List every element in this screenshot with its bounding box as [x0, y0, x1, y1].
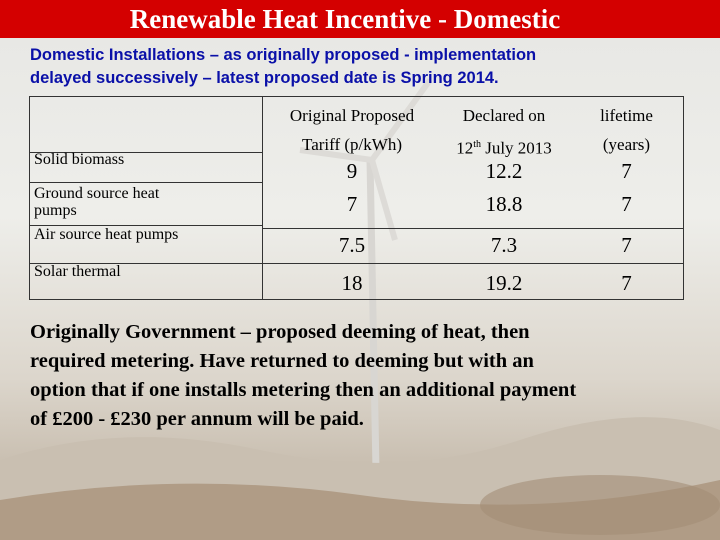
table-cell: 7.3	[490, 233, 518, 257]
table-divider	[262, 263, 683, 264]
body-line-2: required metering. Have returned to deeming but with an	[30, 350, 534, 372]
subtitle-line-2: delayed successively – latest proposed date is Spring 2014.	[30, 69, 499, 87]
table-cell: 18	[341, 271, 363, 295]
table-cell: 7	[346, 192, 358, 216]
row-label-solid-biomass: Solid biomass	[34, 151, 125, 168]
row-label-air-source: Air source heat pumps	[34, 226, 179, 243]
table-divider	[262, 228, 683, 229]
body-paragraph	[30, 318, 690, 434]
subtitle-line-1: Domestic Installations – as originally proposed - implementation	[30, 46, 537, 64]
table-cell: 12.2	[485, 159, 523, 183]
body-line-1: Originally Government – proposed deeming of heat, then	[30, 321, 530, 343]
table-cell: 7	[621, 233, 632, 257]
table-cell: 7	[621, 192, 632, 216]
header-lifetime: lifetime (years)	[600, 106, 653, 154]
body-line-3: option that if one installs metering then an additional payment	[30, 379, 577, 401]
row-label-solar-thermal: Solar thermal	[34, 263, 121, 280]
row-label-ground-source: Ground source heat pumps	[34, 185, 160, 219]
tariff-table	[29, 96, 684, 300]
table-cell: 7.5	[338, 233, 366, 257]
header-original-tariff: Original Proposed Tariff (p/kWh)	[289, 106, 415, 154]
slide-title: Renewable Heat Incentive - Domestic	[0, 0, 720, 38]
table-divider	[30, 182, 262, 183]
table-cell: 9	[346, 159, 358, 183]
slide-subtitle	[30, 44, 690, 90]
table-cell: 18.8	[485, 192, 523, 216]
table-cell: 7	[621, 159, 632, 183]
body-line-4: of £200 - £230 per annum will be paid.	[30, 408, 364, 430]
table-cell: 19.2	[485, 271, 523, 295]
table-divider	[262, 97, 263, 299]
table-cell: 7	[621, 271, 632, 295]
header-declared: Declared on 12th July 2013	[456, 106, 552, 158]
